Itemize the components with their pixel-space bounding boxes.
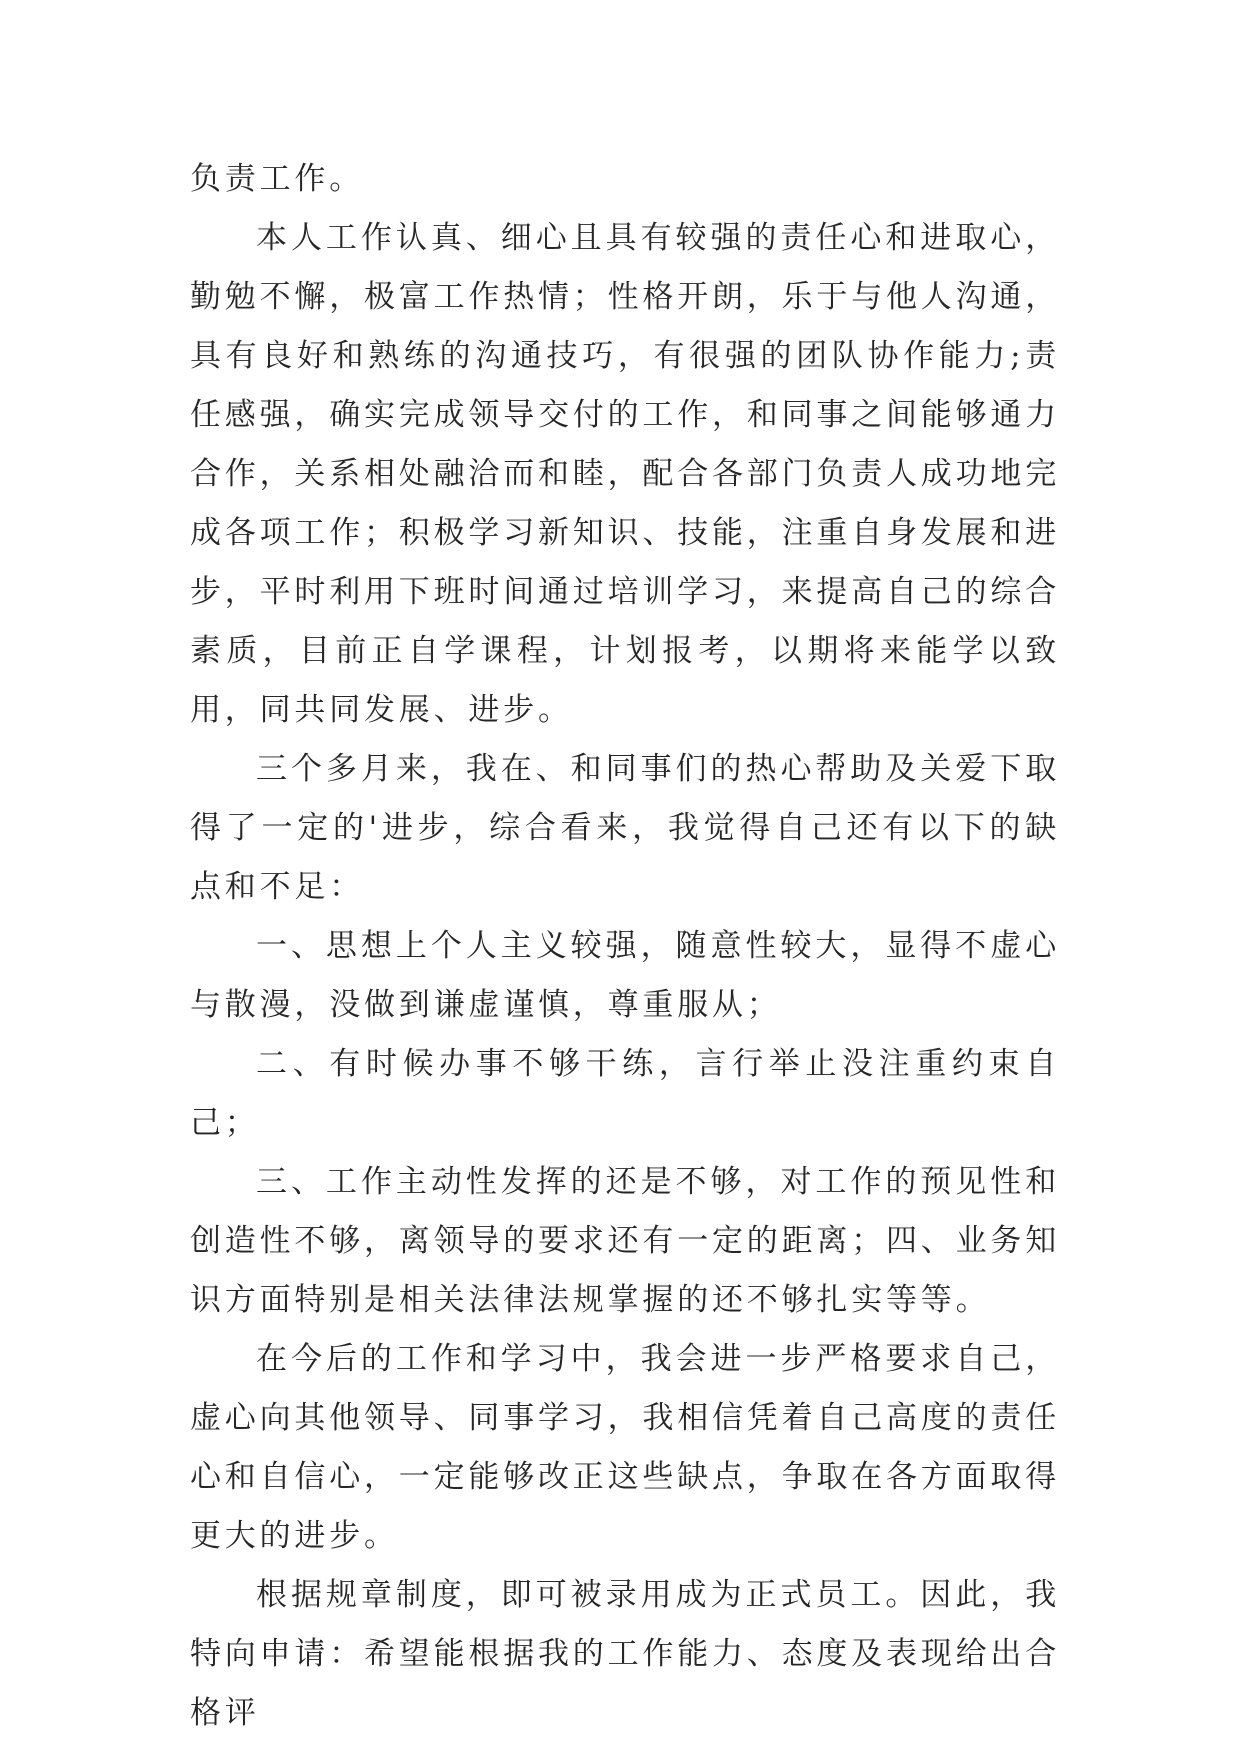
paragraph-5: 二、有时候办事不够干练，言行举止没注重约束自己；: [190, 1046, 1060, 1141]
paragraph-3: 三个多月来，我在、和同事们的热心帮助及关爱下取得了一定的'进步，综合看来，我觉得自己还有以下的缺点和不足：: [190, 751, 1060, 905]
paragraph-1: 负责工作。: [190, 161, 364, 197]
paragraph-4: 一、思想上个人主义较强，随意性较大，显得不虚心与散漫，没做到谦虚谨慎，尊重服从；: [190, 928, 1060, 1023]
paragraph-7: 在今后的工作和学习中，我会进一步严格要求自己，虚心向其他领导、同事学习，我相信凭着自己高度的责任心和自信心，一定能够改正这些缺点，争取在各方面取得更大的进步。: [190, 1341, 1060, 1554]
document-body: [190, 150, 1060, 1743]
paragraph-2: 本人工作认真、细心且具有较强的责任心和进取心，勤勉不懈，极富工作热情；性格开朗，乐于与他人沟通，具有良好和熟练的沟通技巧，有很强的团队协作能力;责任感强，确实完成领导交付的工作，和同事之间能够通力合作，关系相处融洽而和睦，配合各部门负责人成功地完成各项工作；积极学习新知识、技能，注重自身发展和进步，平时利用下班时间通过培训学习，来提高自己的综合素质，目前正自学课程，计划报考，以期将来能学以致用，同共同发展、进步。: [190, 220, 1060, 728]
paragraph-8: 根据规章制度，即可被录用成为正式员工。因此，我特向申请：希望能根据我的工作能力、态度及表现给出合格评: [190, 1577, 1060, 1731]
paragraph-6: 三、工作主动性发挥的还是不够，对工作的预见性和创造性不够，离领导的要求还有一定的距离；四、业务知识方面特别是相关法律法规掌握的还不够扎实等等。: [190, 1164, 1060, 1318]
